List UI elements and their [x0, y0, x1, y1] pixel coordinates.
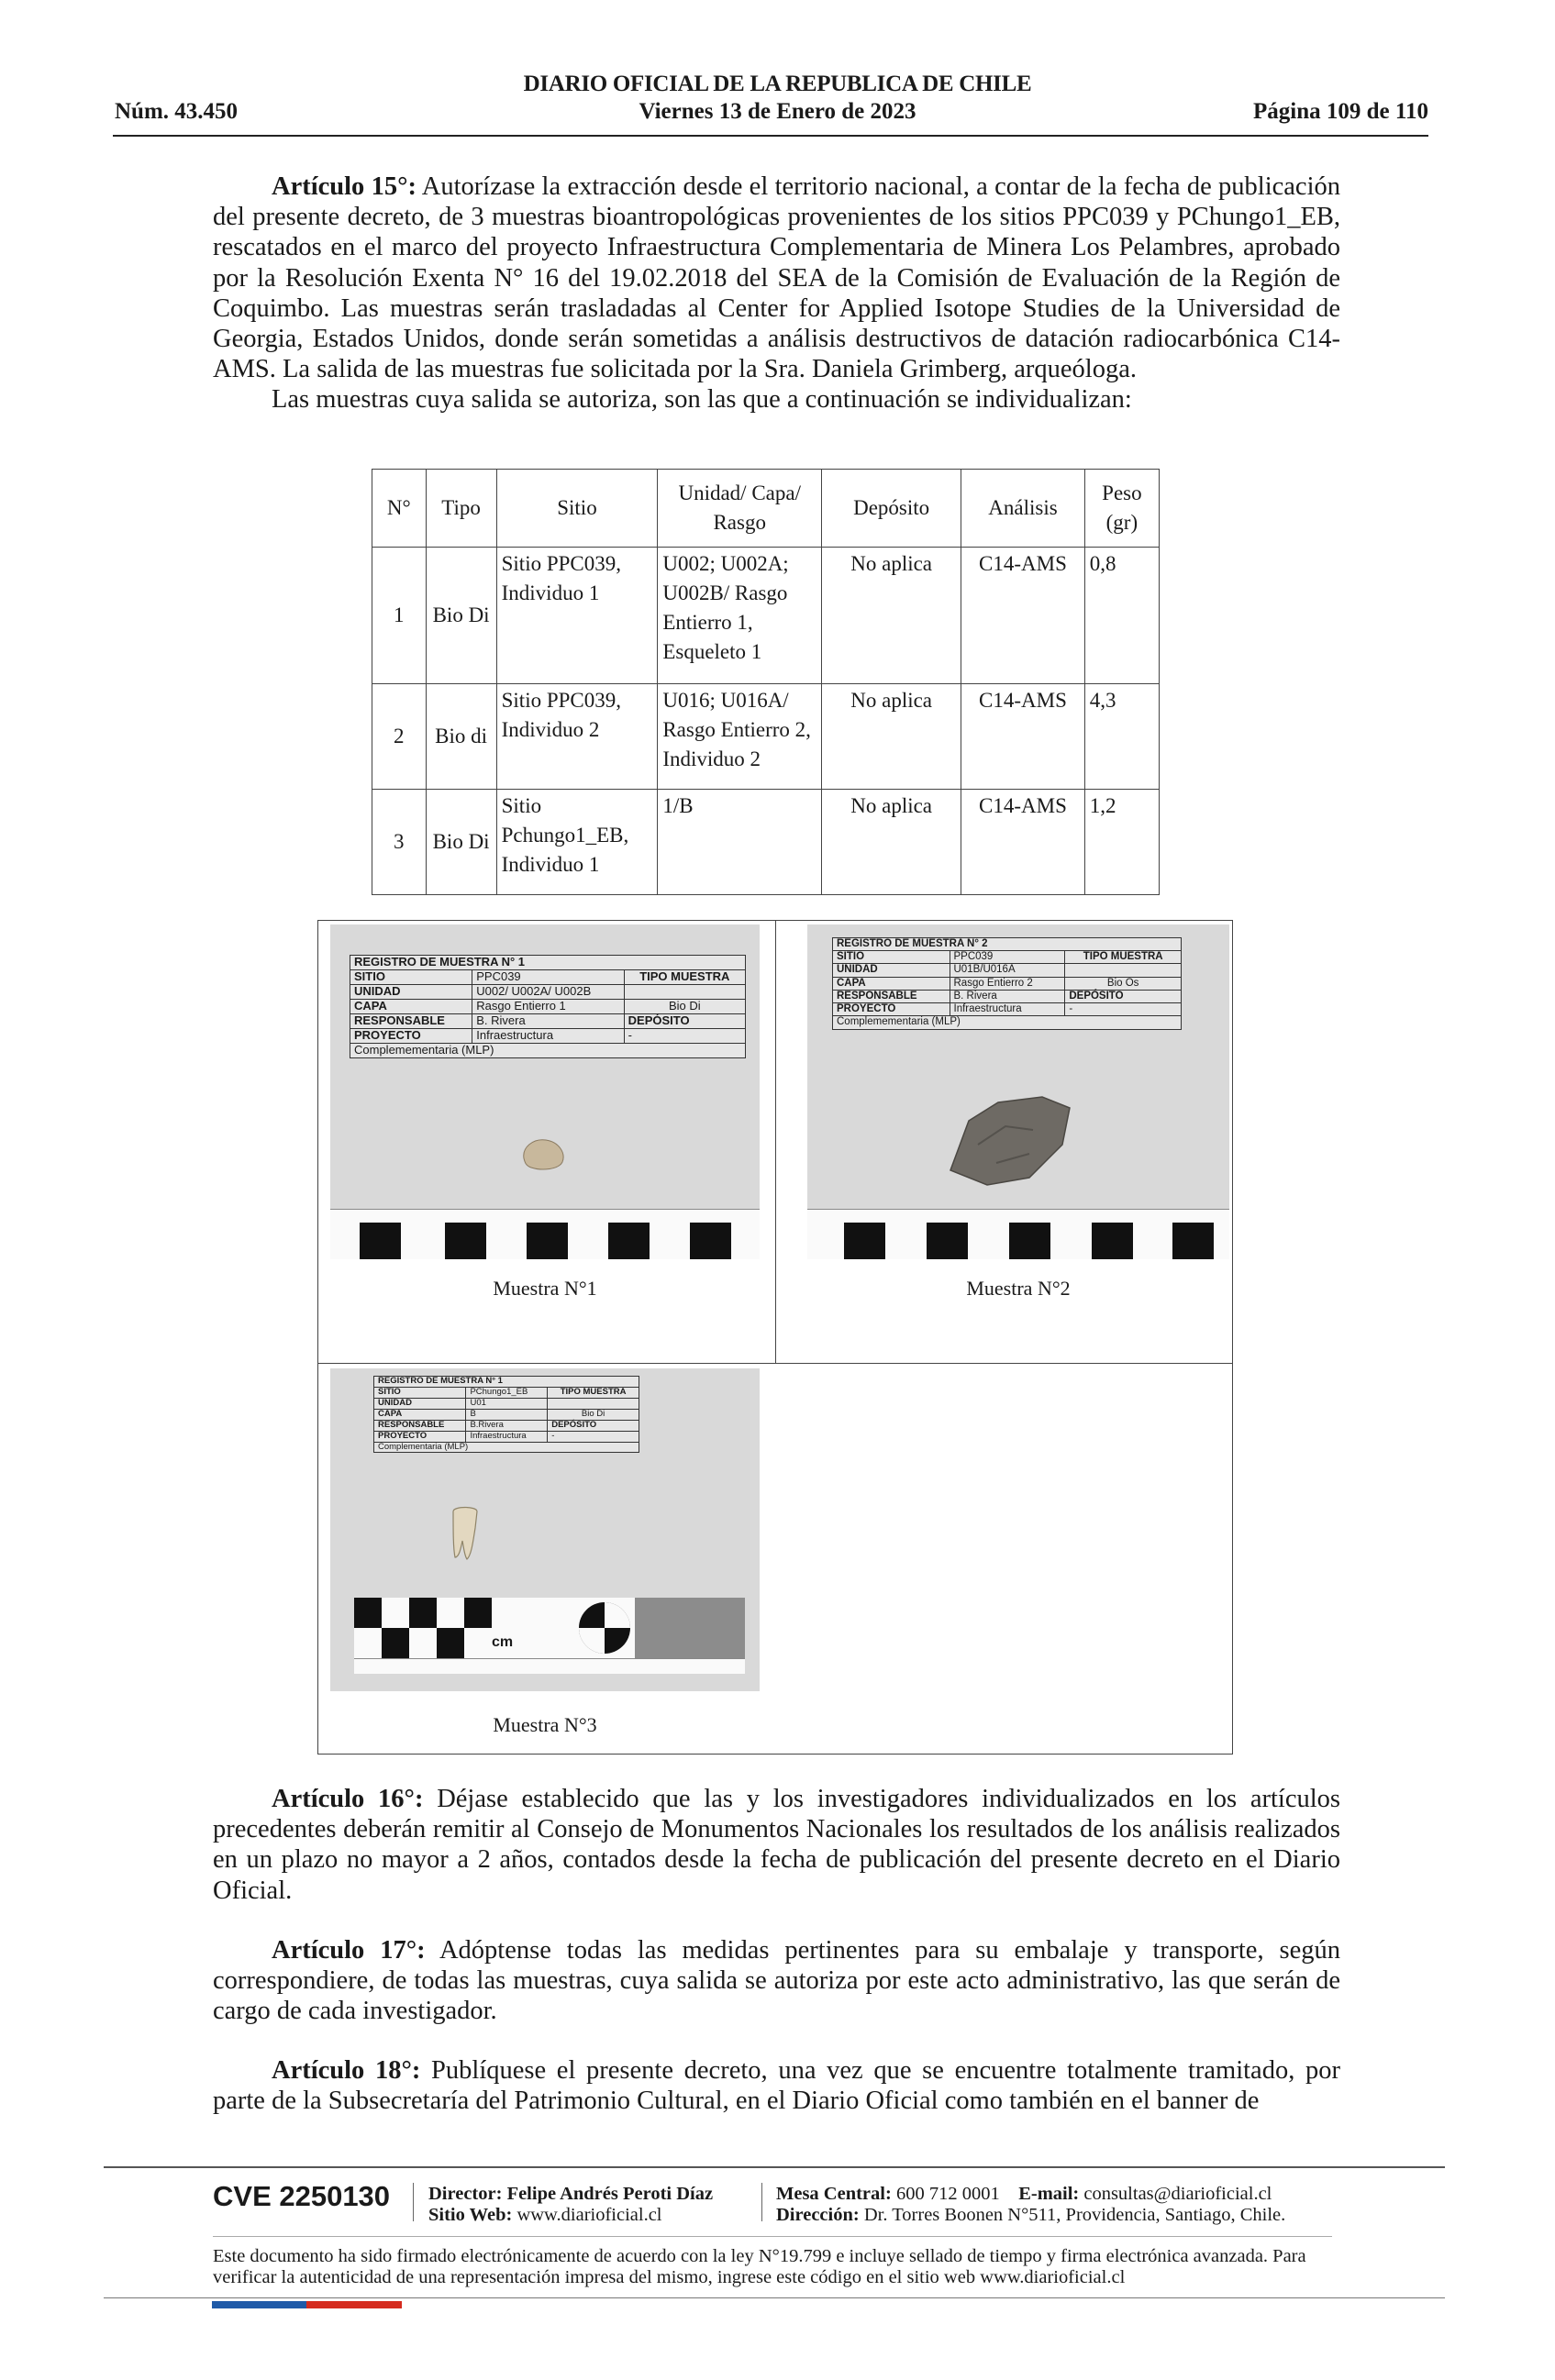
registration-key: PROYECTO: [350, 1028, 472, 1043]
registration-value: Bio Os: [1065, 977, 1182, 990]
registration-value: Complemementaria (MLP): [350, 1043, 746, 1057]
registration-key: UNIDAD: [374, 1398, 466, 1409]
registration-key: UNIDAD: [350, 984, 472, 999]
registration-key: TIPO MUESTRA: [624, 969, 745, 984]
registration-value: Complementaria (MLP): [374, 1442, 639, 1453]
checker-scale: [354, 1598, 574, 1658]
cell-analisis: C14-AMS: [961, 548, 1085, 684]
scale-ruler: [330, 1209, 760, 1259]
footer-phone: 600 712 0001: [895, 2184, 1000, 2204]
sample-registration-card: [350, 955, 746, 1058]
registration-key: TIPO MUESTRA: [1065, 951, 1182, 964]
table-header: Sitio: [496, 470, 658, 548]
article-15: [213, 172, 1340, 415]
table-header: N°: [372, 470, 427, 548]
sample-photo-3: [330, 1368, 760, 1691]
publication-title: DIARIO OFICIAL DE LA REPUBLICA DE CHILE: [523, 72, 1032, 96]
registration-title: REGISTRO DE MUESTRA N° 1: [374, 1377, 639, 1388]
article-18-text: Publíquese el presente decreto, una vez que se encuentre totalmente tramitado, por parte de la Subsecretaría del Patrimonio Cultural, en el Diario Oficial como también en el banner de: [213, 2056, 1340, 2116]
footer-label: Mesa Central:: [776, 2184, 892, 2204]
registration-value: Infraestructura: [950, 1003, 1065, 1016]
cell-sitio: Sitio PPC039, Individuo 1: [496, 548, 658, 684]
sample-photo-2: [807, 924, 1229, 1259]
bone-fragment-image: [518, 1131, 569, 1172]
photo-grid-divider: [775, 920, 776, 1364]
registration-value: Rasgo Entierro 1: [472, 999, 624, 1013]
table-header: Unidad/ Capa/ Rasgo: [658, 470, 822, 548]
footer-rule: [104, 2166, 1445, 2168]
photo-caption: Muestra N°1: [493, 1277, 597, 1300]
article-15-title: Artículo 15°:: [272, 172, 417, 201]
issue-date: Viernes 13 de Enero de 2023: [639, 99, 916, 124]
cell-deposito: No aplica: [822, 790, 961, 895]
registration-value: U01: [466, 1398, 548, 1409]
registration-value: B.Rivera: [466, 1420, 548, 1431]
footer-director: Felipe Andrés Peroti Díaz: [506, 2184, 714, 2204]
table-header: Depósito: [822, 470, 961, 548]
scale-ruler: [807, 1209, 1229, 1259]
scale-unit-label: cm: [492, 1634, 514, 1650]
footer-divider: [413, 2183, 414, 2221]
registration-key: DEPÓSITO: [548, 1420, 639, 1431]
cell-unidad: 1/B: [658, 790, 822, 895]
registration-title: REGISTRO DE MUESTRA N° 2: [833, 938, 1182, 951]
footer-rule: [104, 2297, 1445, 2298]
photo-grid-divider: [317, 1363, 1233, 1364]
footer-label: Director:: [428, 2184, 503, 2204]
bone-fragment-image: [941, 1090, 1079, 1190]
footer-label: Dirección:: [776, 2205, 860, 2225]
sample-registration-card: [373, 1376, 639, 1453]
article-15-text: Autorízase la extracción desde el territorio nacional, a contar de la fecha de publicación del presente decreto, de 3 muestras bioantropológicas provenientes de los sitios PPC039 y PChungo1_EB, rescatados en el marco del proyecto Infraestructura Complementaria de Minera Los Pelambres, aprobado por la Resolución Exenta N° 16 del 19.02.2018 del SEA de la Comisión de Evaluación de la Región de Coquimbo. Las muestras serán trasladadas al Center for Applied Isotope Studies de la Universidad de Georgia, Estados Unidos, donde serán sometidas a análisis destructivos de datación radiocarbónica C14-AMS. La salida de las muestras fue solicitada por la Sra. Daniela Grimberg, arqueóloga.: [213, 172, 1340, 384]
registration-key: UNIDAD: [833, 964, 950, 977]
registration-value: B. Rivera: [472, 1013, 624, 1028]
registration-value: Infraestructura: [466, 1431, 548, 1442]
registration-value: [1065, 964, 1182, 977]
cell-peso: 4,3: [1084, 684, 1159, 790]
registration-value: PChungo1_EB: [466, 1387, 548, 1398]
photo-caption: Muestra N°2: [966, 1277, 1071, 1300]
registration-key: DEPÓSITO: [1065, 990, 1182, 1002]
cell-n: 3: [372, 790, 427, 895]
registration-key: CAPA: [374, 1409, 466, 1420]
registration-key: PROYECTO: [374, 1431, 466, 1442]
registration-value: B: [466, 1409, 548, 1420]
registration-key: SITIO: [374, 1387, 466, 1398]
registration-key: CAPA: [833, 977, 950, 990]
registration-value: -: [548, 1431, 639, 1442]
registration-key: RESPONSABLE: [374, 1420, 466, 1431]
sample-photo-1: [330, 924, 760, 1259]
footer-separator: [213, 2236, 1332, 2237]
registration-key: SITIO: [350, 969, 472, 984]
grey-card: [635, 1598, 745, 1658]
registration-key: RESPONSABLE: [833, 990, 950, 1002]
cell-n: 1: [372, 548, 427, 684]
cell-analisis: C14-AMS: [961, 684, 1085, 790]
article-17: [213, 1935, 1340, 2027]
issue-number: Núm. 43.450: [115, 99, 239, 124]
registration-value: U002/ U002A/ U002B: [472, 984, 624, 999]
cell-sitio: Sitio PPC039, Individuo 2: [496, 684, 658, 790]
flag-stripe-red: [306, 2301, 402, 2308]
footer-email[interactable]: consultas@diarioficial.cl: [1083, 2184, 1272, 2204]
cell-peso: 1,2: [1084, 790, 1159, 895]
article-17-text: Adóptense todas las medidas pertinentes para su embalaje y transporte, según correspondiere, de todas las muestras, cuya salida se autoriza por este acto administrativo, las que serán de cargo de cada investigador.: [213, 1936, 1340, 2026]
footer-label: Sitio Web:: [428, 2205, 513, 2225]
tooth-image: [448, 1504, 483, 1563]
registration-value: Rasgo Entierro 2: [950, 977, 1065, 990]
registration-key: RESPONSABLE: [350, 1013, 472, 1028]
cve-code: CVE 2250130: [213, 2180, 391, 2212]
footer-director-block: [428, 2184, 713, 2226]
cell-tipo: Bio Di: [426, 790, 496, 895]
cell-analisis: C14-AMS: [961, 790, 1085, 895]
registration-key: DEPÓSITO: [624, 1013, 745, 1028]
registration-value: -: [624, 1028, 745, 1043]
cell-sitio: Sitio Pchungo1_EB, Individuo 1: [496, 790, 658, 895]
registration-value: Bio Di: [624, 999, 745, 1013]
article-16-text: Déjase establecido que las y los investigadores individualizados en los artículos precedentes deberán remitir al Consejo de Monumentos Nacionales los resultados de los análisis realizados en un plazo no mayor a 2 años, contados desde la fecha de publicación del presente decreto en el Diario Oficial.: [213, 1785, 1341, 1905]
registration-value: Complemementaria (MLP): [833, 1016, 1182, 1029]
registration-value: [548, 1398, 639, 1409]
registration-value: [624, 984, 745, 999]
footer-legal-notice: Este documento ha sido firmado electrónicamente de acuerdo con la ley N°19.799 e incluye sellado de tiempo y firma electrónica avanzada. Para verificar la autenticidad de una representación impresa del mismo, ingrese este código en el sitio web www.diarioficial.cl: [213, 2246, 1306, 2287]
table-row: [372, 548, 1160, 684]
samples-table: [372, 469, 1160, 895]
article-15-intro: Las muestras cuya salida se autoriza, son las que a continuación se individualizan:: [272, 385, 1132, 415]
registration-value: PPC039: [950, 951, 1065, 964]
page-number: Página 109 de 110: [1253, 99, 1428, 124]
footer-contact-block: [776, 2184, 1285, 2226]
cell-tipo: Bio di: [426, 684, 496, 790]
table-header: Tipo: [426, 470, 496, 548]
cell-tipo: Bio Di: [426, 548, 496, 684]
registration-value: U01B/U016A: [950, 964, 1065, 977]
registration-value: -: [1065, 1003, 1182, 1016]
footer-divider: [761, 2183, 762, 2221]
registration-value: Bio Di: [548, 1409, 639, 1420]
article-16-title: Artículo 16°:: [272, 1785, 424, 1813]
flag-stripe-blue: [212, 2301, 306, 2308]
cell-n: 2: [372, 684, 427, 790]
table-row: [372, 790, 1160, 895]
article-16: [213, 1784, 1340, 1906]
table-row: [372, 684, 1160, 790]
cell-peso: 0,8: [1084, 548, 1159, 684]
cell-unidad: U002; U002A; U002B/ Rasgo Entierro 1, Esqueleto 1: [658, 548, 822, 684]
sample-registration-card: [832, 937, 1182, 1030]
table-header-row: [372, 470, 1160, 548]
footer-label: E-mail:: [1018, 2184, 1080, 2204]
article-18: [213, 2055, 1340, 2116]
target-marker: [574, 1598, 635, 1658]
registration-value: Infraestructura: [472, 1028, 624, 1043]
registration-value: PPC039: [472, 969, 624, 984]
registration-key: PROYECTO: [833, 1003, 950, 1016]
registration-value: B. Rivera: [950, 990, 1065, 1002]
registration-title: REGISTRO DE MUESTRA N° 1: [350, 956, 746, 970]
header-rule: [113, 135, 1428, 137]
scale-ruler: [354, 1658, 745, 1674]
article-17-title: Artículo 17°:: [272, 1936, 426, 1965]
cell-unidad: U016; U016A/ Rasgo Entierro 2, Individuo 2: [658, 684, 822, 790]
footer-website[interactable]: www.diarioficial.cl: [516, 2205, 662, 2225]
footer-address: Dr. Torres Boonen N°511, Providencia, Santiago, Chile.: [863, 2205, 1286, 2225]
table-header: Análisis: [961, 470, 1085, 548]
cell-deposito: No aplica: [822, 684, 961, 790]
table-header: Peso (gr): [1084, 470, 1159, 548]
photo-caption: Muestra N°3: [493, 1713, 597, 1736]
cell-deposito: No aplica: [822, 548, 961, 684]
article-18-title: Artículo 18°:: [272, 2056, 421, 2085]
registration-key: CAPA: [350, 999, 472, 1013]
registration-key: SITIO: [833, 951, 950, 964]
registration-key: TIPO MUESTRA: [548, 1387, 639, 1398]
